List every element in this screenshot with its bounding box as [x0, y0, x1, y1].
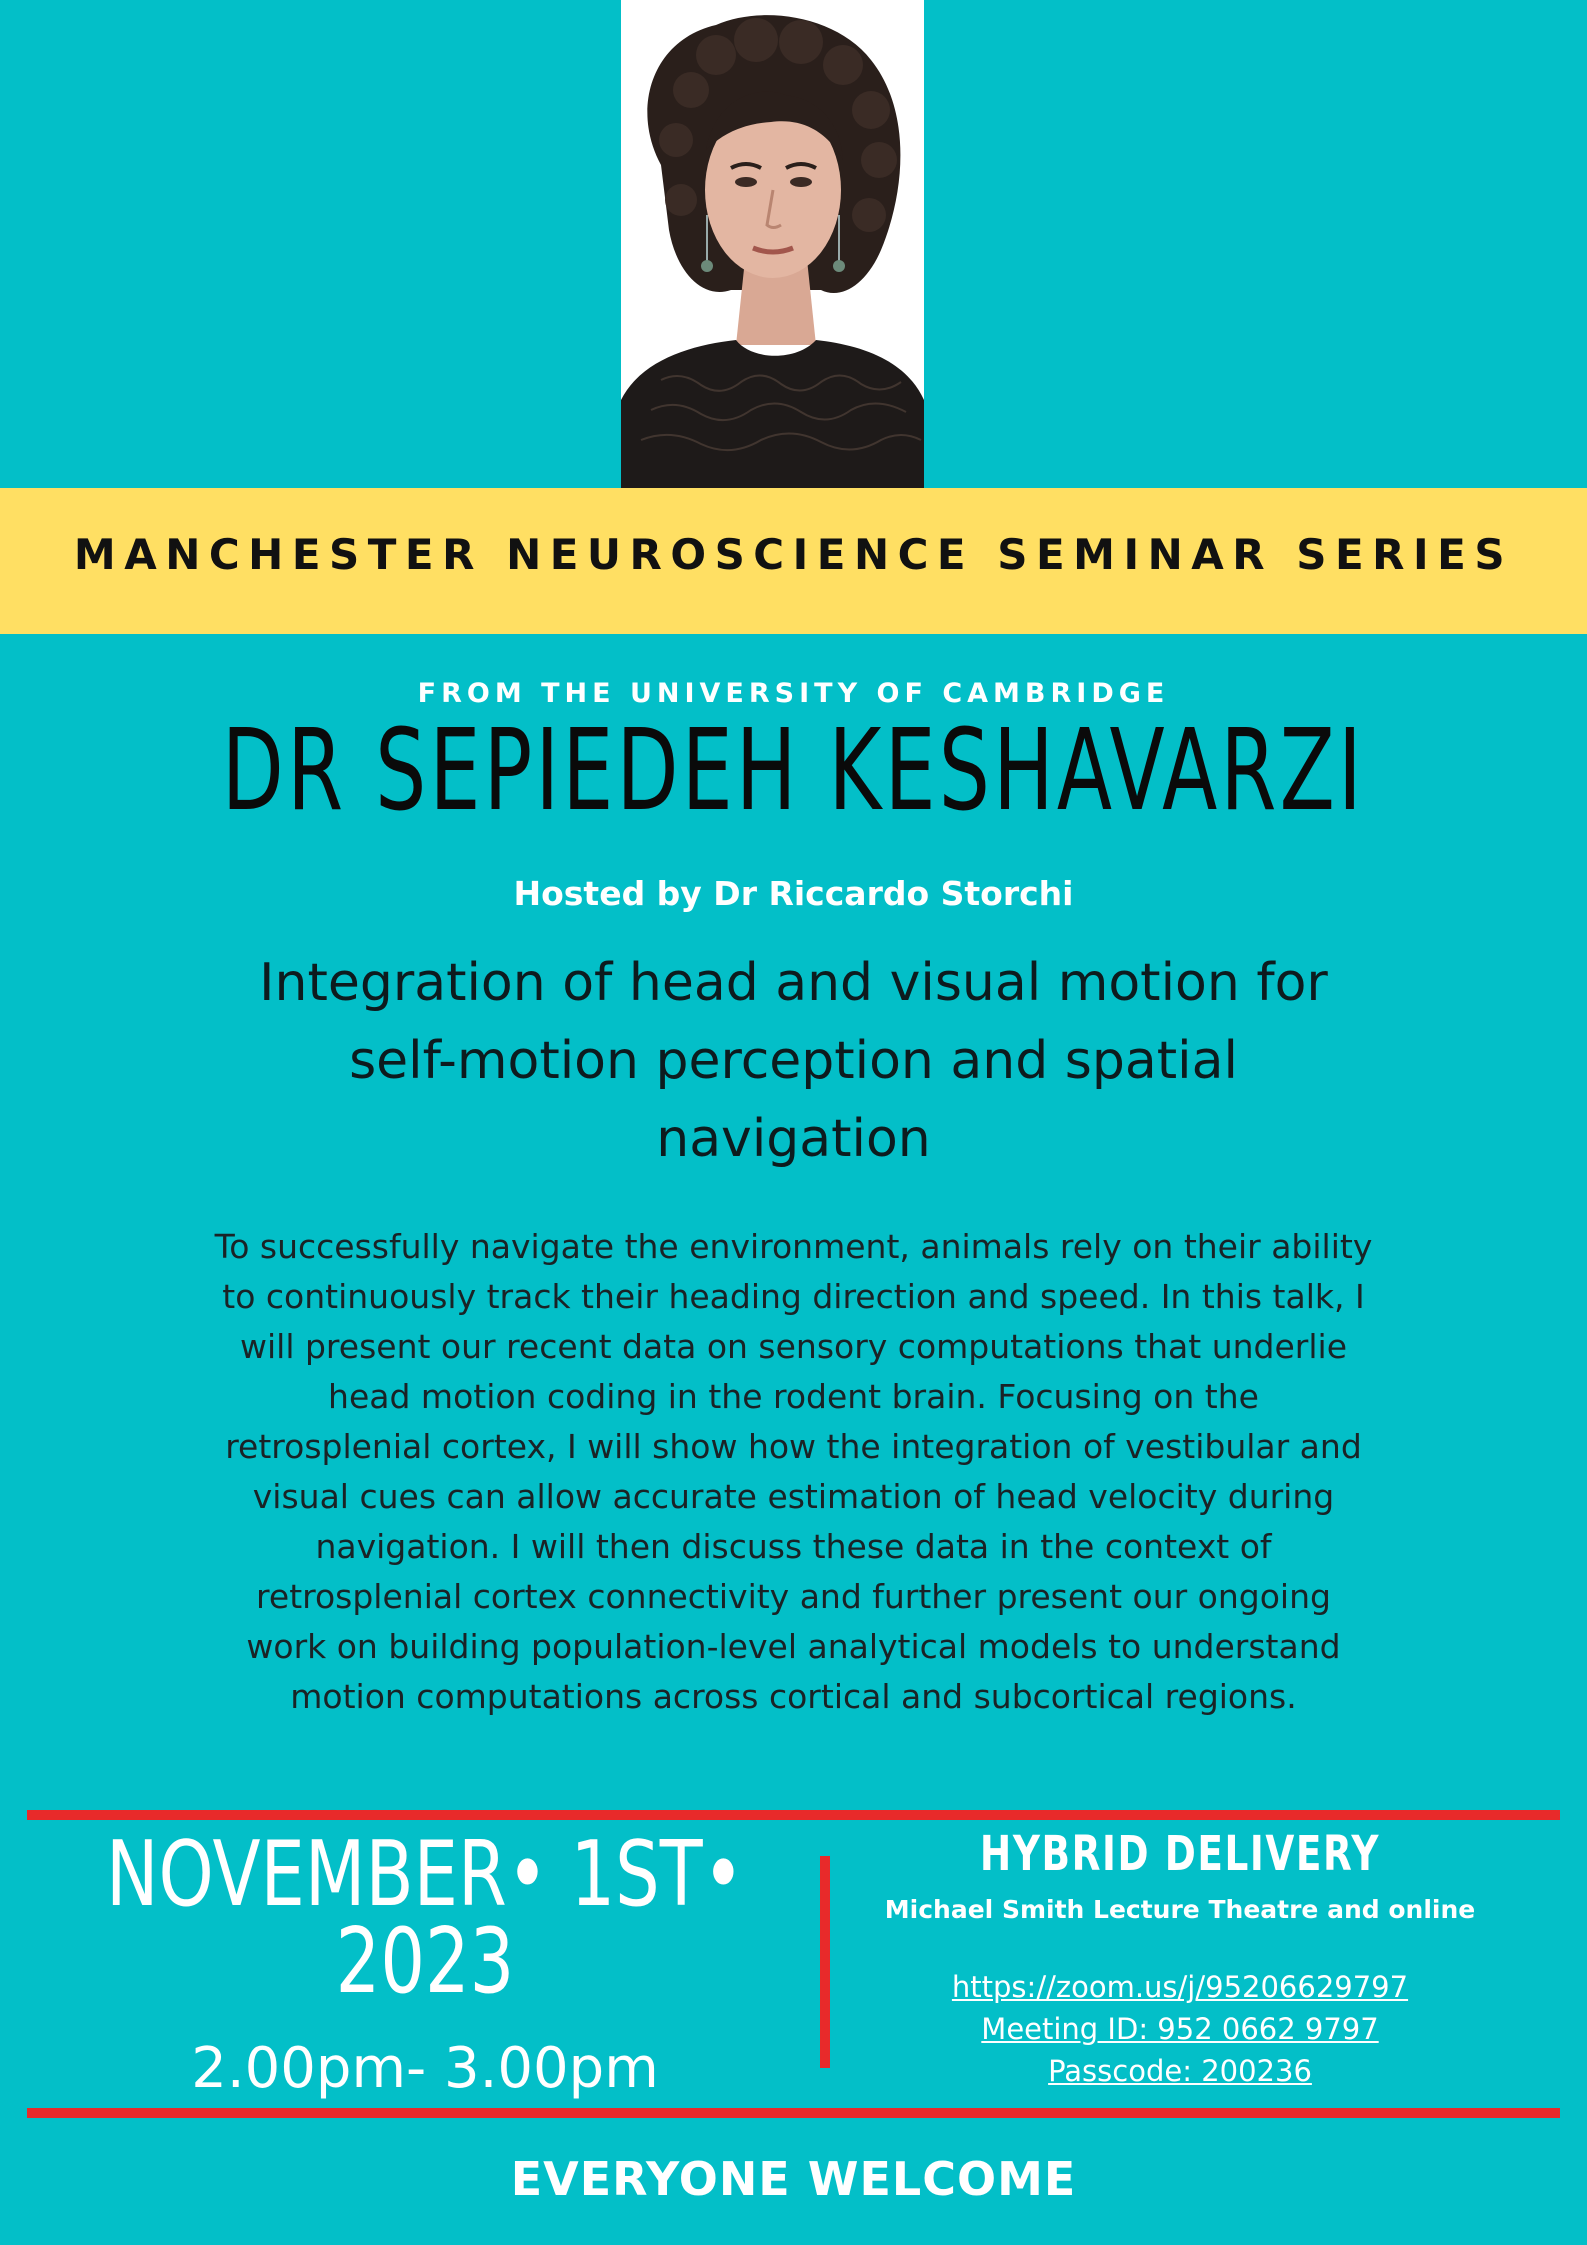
- speaker-portrait: [621, 0, 924, 488]
- abstract-line: retrosplenial cortex, I will show how the integration of vestibular and: [225, 1427, 1362, 1466]
- talk-title-line: navigation: [656, 1109, 931, 1169]
- event-date: NOVEMBER• 1ST•: [105, 1822, 745, 1927]
- abstract-line: retrosplenial cortex connectivity and further present our ongoing: [256, 1577, 1331, 1616]
- venue-text: Michael Smith Lecture Theatre and online: [884, 1895, 1476, 1924]
- speaker-portrait-photo: [621, 0, 924, 488]
- meeting-id[interactable]: Meeting ID: 952 0662 9797: [981, 2012, 1379, 2046]
- talk-title-line: self-motion perception and spatial: [349, 1031, 1238, 1091]
- event-time: 2.00pm- 3.00pm: [191, 2036, 659, 2101]
- zoom-link[interactable]: https://zoom.us/j/95206629797: [951, 1970, 1409, 2004]
- abstract-line: will present our recent data on sensory computations that underlie: [240, 1327, 1347, 1366]
- abstract-line: head motion coding in the rodent brain. Focusing on the: [328, 1377, 1259, 1416]
- event-year: 2023: [335, 1909, 515, 2014]
- talk-title: [160, 944, 1427, 1178]
- abstract-line: navigation. I will then discuss these data in the context of: [315, 1527, 1272, 1566]
- speaker-name: DR SEPIEDEH KESHAVARZI: [221, 706, 1366, 836]
- abstract-line: visual cues can allow accurate estimation of head velocity during: [252, 1477, 1335, 1516]
- abstract-line: To successfully navigate the environment, animals rely on their ability: [214, 1227, 1373, 1266]
- host-line: Hosted by Dr Riccardo Storchi: [513, 874, 1074, 913]
- speaker-affiliation: FROM THE UNIVERSITY OF CAMBRIDGE: [417, 678, 1170, 709]
- bottom-divider-rule: [27, 2108, 1560, 2118]
- abstract-line: to continuously track their heading direction and speed. In this talk, I: [222, 1277, 1365, 1316]
- welcome-message: EVERYONE WELCOME: [510, 2152, 1077, 2206]
- passcode[interactable]: Passcode: 200236: [1048, 2054, 1312, 2088]
- talk-abstract: [140, 1222, 1447, 1722]
- abstract-line: motion computations across cortical and subcortical regions.: [290, 1677, 1297, 1716]
- series-title: MANCHESTER NEUROSCIENCE SEMINAR SERIES: [73, 530, 1514, 579]
- vertical-divider: [820, 1856, 830, 2068]
- delivery-title: HYBRID DELIVERY: [979, 1826, 1381, 1882]
- abstract-line: work on building population-level analytical models to understand: [246, 1627, 1341, 1666]
- talk-title-line: Integration of head and visual motion for: [259, 953, 1328, 1013]
- top-divider-rule: [27, 1810, 1560, 1820]
